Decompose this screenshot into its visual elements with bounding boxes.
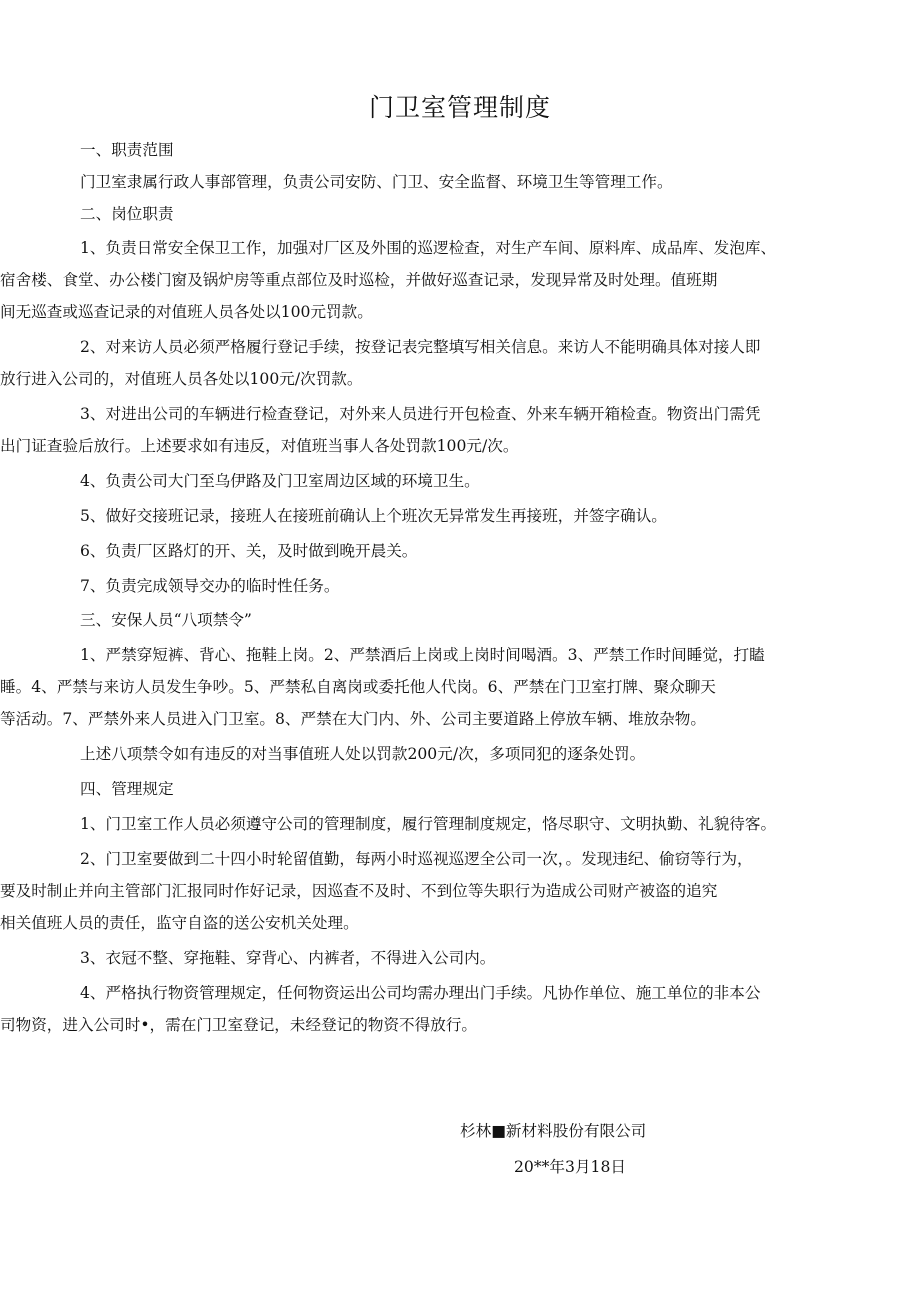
paragraph-line — [0, 430, 884, 462]
paragraph-line — [0, 363, 884, 395]
text-line: 宿舍楼、食堂、办公楼门窗及锅炉房等重点部位及时巡检，并做好巡查记录，发现异常及时处理。值班期 — [0, 271, 718, 289]
paragraph-line — [80, 166, 884, 198]
document-title: 门卫室管理制度 — [368, 93, 551, 122]
text-line: 1、门卫室工作人员必须遵守公司的管理制度，履行管理制度规定，恪尽职守、文明执勤、礼貌待客。 — [80, 815, 777, 833]
text-line: 3、对进出公司的车辆进行检查登记，对外来人员进行开包检查、外来车辆开箱检查。物资出门需凭 — [80, 405, 761, 423]
paragraph-line — [80, 570, 884, 602]
text-line: 要及时制止并向主管部门汇报同时作好记录，因巡查不及时、不到位等失职行为造成公司财产被盗的追究 — [0, 882, 718, 900]
section-heading-2 — [80, 198, 884, 230]
paragraph-line — [80, 535, 884, 567]
paragraph-line — [80, 843, 884, 875]
paragraph-line — [80, 639, 884, 671]
text-line: 睡。4、严禁与来访人员发生争吵。5、严禁私自离岗或委托他人代岗。6、严禁在门卫室打牌、聚众聊天 — [0, 678, 716, 696]
text-line: 一、职责范围 — [80, 141, 174, 159]
paragraph-line — [80, 465, 884, 497]
paragraph-line — [0, 703, 884, 735]
company-signature: 杉林■新材料股份有限公司 — [460, 1122, 647, 1140]
text-line: 4、严格执行物资管理规定，任何物资运出公司均需办理出门手续。凡协作单位、施工单位的非本公 — [80, 984, 761, 1002]
text-line: 7、负责完成领导交办的临时性任务。 — [80, 577, 340, 595]
text-line: 4、负责公司大门至乌伊路及门卫室周边区域的环境卫生。 — [80, 472, 480, 490]
text-line: 放行进入公司的，对值班人员各处以100元/次罚款。 — [0, 370, 363, 388]
paragraph-line — [80, 500, 884, 532]
text-line: 1、负责日常安全保卫工作，加强对厂区及外围的巡逻检查，对生产车间、原料库、成品库、发泡库、 — [80, 239, 777, 257]
text-line: 间无巡查或巡查记录的对值班人员各处以100元罚款。 — [0, 303, 373, 321]
paragraph-line — [0, 875, 884, 907]
paragraph-line — [0, 296, 884, 328]
paragraph-line — [0, 671, 884, 703]
section-heading-4 — [80, 773, 884, 805]
paragraph-line — [0, 907, 884, 939]
paragraph-line — [0, 1009, 884, 1041]
text-line: 二、岗位职责 — [80, 205, 174, 223]
text-line: 三、安保人员“八项禁令” — [80, 611, 252, 629]
text-line: 司物资，进入公司时•，需在门卫室登记，未经登记的物资不得放行。 — [0, 1016, 478, 1034]
text-line: 等活动。7、严禁外来人员进入门卫室。8、严禁在大门内、外、公司主要道路上停放车辆、堆放杂物。 — [0, 710, 706, 728]
paragraph-line — [80, 232, 884, 264]
section-heading-1 — [80, 134, 884, 166]
paragraph-line — [80, 808, 884, 840]
document-body — [0, 134, 884, 1041]
paragraph-line — [80, 942, 884, 974]
text-line: 6、负责厂区路灯的开、关，及时做到晚开晨关。 — [80, 542, 418, 560]
text-line: 门卫室隶属行政人事部管理，负责公司安防、门卫、安全监督、环境卫生等管理工作。 — [80, 173, 673, 191]
text-line: 四、管理规定 — [80, 780, 174, 798]
paragraph-line — [80, 738, 884, 770]
text-line: 3、衣冠不整、穿拖鞋、穿背心、内裤者，不得进入公司内。 — [80, 949, 496, 967]
text-line: 上述八项禁令如有违反的对当事值班人处以罚款200元/次，多项同犯的逐条处罚。 — [80, 745, 646, 763]
text-line: 5、做好交接班记录，接班人在接班前确认上个班次无异常发生再接班，并签字确认。 — [80, 507, 667, 525]
text-line: 2、门卫室要做到二十四小时轮留值勤，每两小时巡视巡逻全公司一次，。发现违纪、偷窃等行为， — [80, 850, 753, 868]
paragraph-line — [80, 398, 884, 430]
text-line: 出门证查验后放行。上述要求如有违反，对值班当事人各处罚款100元/次。 — [0, 437, 519, 455]
text-line: 1、严禁穿短裤、背心、拖鞋上岗。2、严禁酒后上岗或上岗时间喝酒。3、严禁工作时间睡觉，打瞌 — [80, 646, 765, 664]
text-line: 相关值班人员的责任，监守自盗的送公安机关处理。 — [0, 914, 359, 932]
document-date: 20**年3月18日 — [514, 1158, 626, 1176]
section-heading-3 — [80, 604, 884, 636]
paragraph-line — [80, 977, 884, 1009]
text-line: 2、对来访人员必须严格履行登记手续，按登记表完整填写相关信息。来访人不能明确具体对接人即 — [80, 338, 761, 356]
paragraph-line — [0, 264, 884, 296]
paragraph-line — [80, 331, 884, 363]
